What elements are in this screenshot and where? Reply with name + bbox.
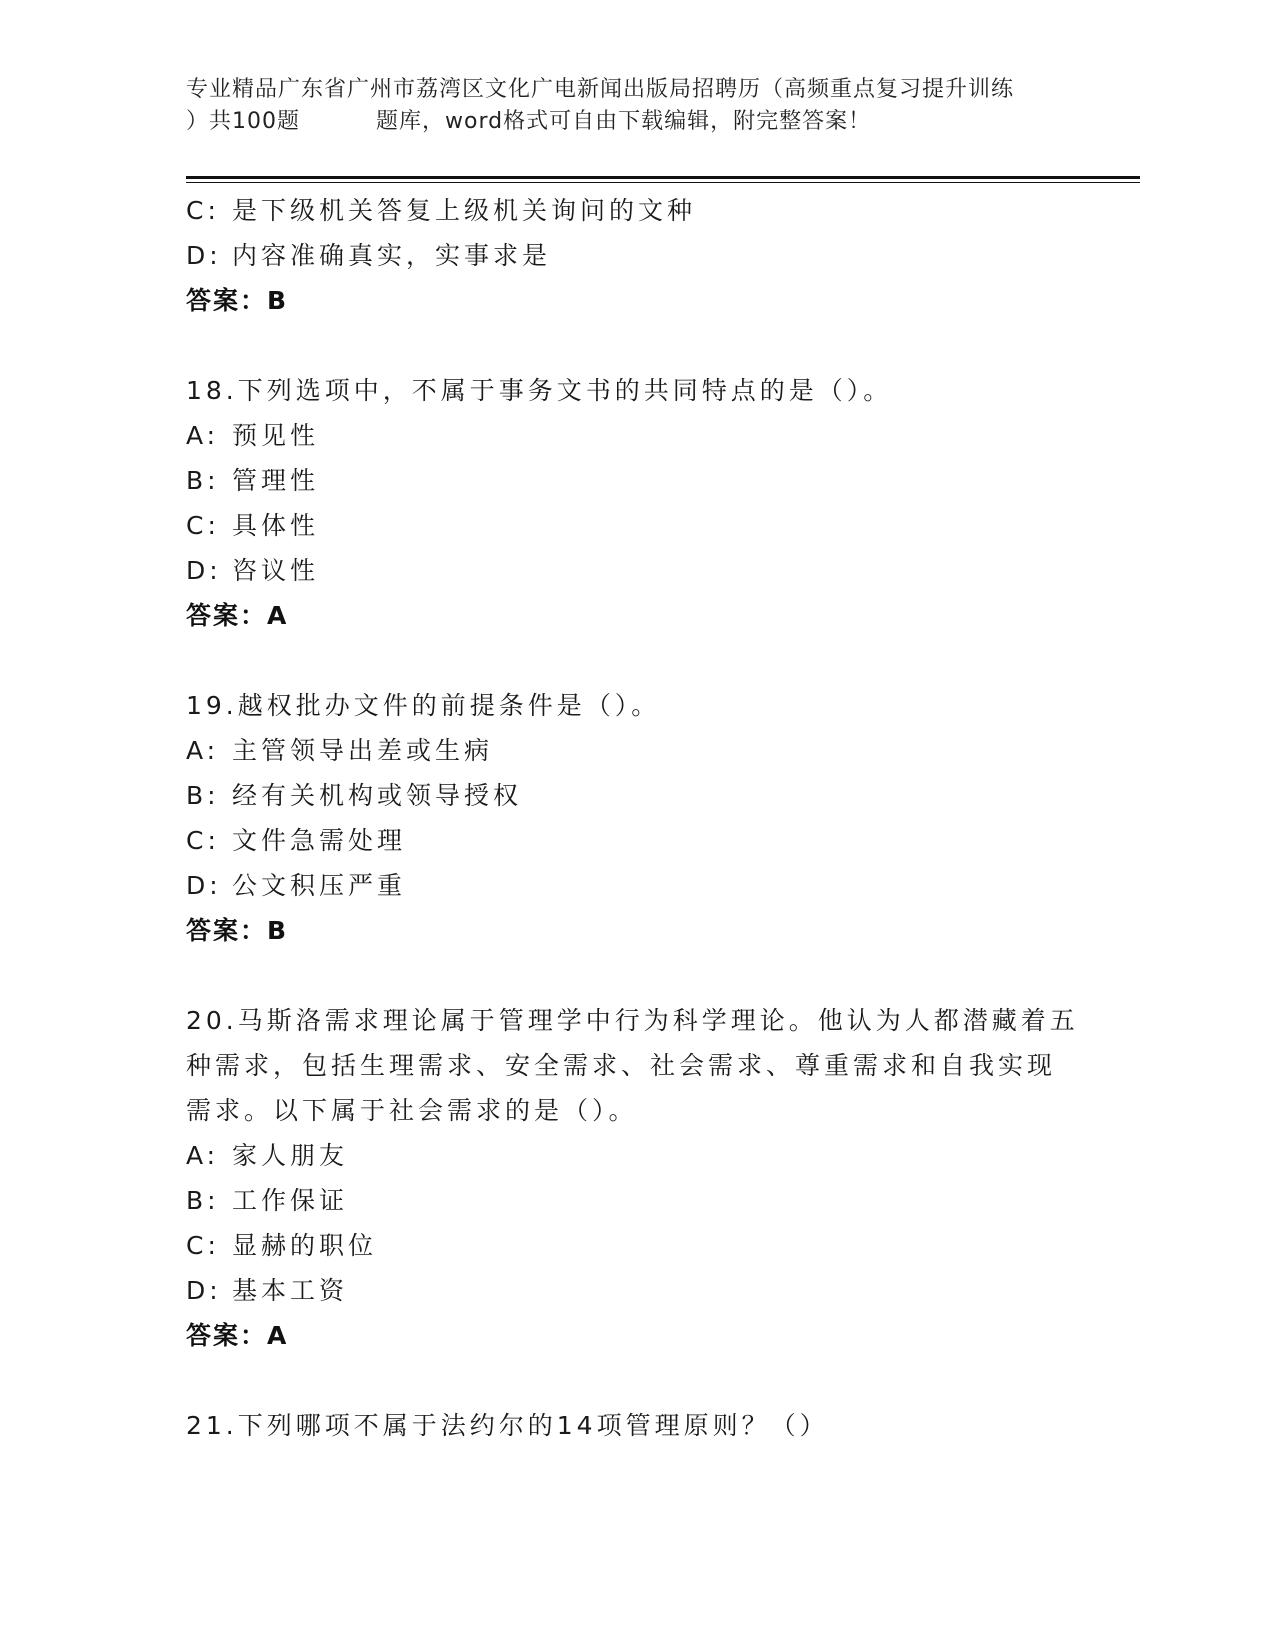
option-d: D: 公文积压严重 (186, 871, 407, 900)
answer-line: 答案：A (186, 601, 289, 630)
header-line-1: 专业精品广东省广州市荔湾区文化广电新闻出版局招聘历（高频重点复习提升训练 (186, 77, 1015, 102)
option-c: C: 是下级机关答复上级机关询问的文种 (186, 196, 697, 225)
option-c: C: 显赫的职位 (186, 1231, 378, 1260)
option-a: A: 家人朋友 (186, 1141, 349, 1170)
option-b: B: 管理性 (186, 466, 320, 495)
question-19: 19.越权批办文件的前提条件是（）。 (186, 691, 661, 720)
option-c: C: 具体性 (186, 511, 320, 540)
option-b: B: 经有关机构或领导授权 (186, 781, 523, 810)
question-21: 21.下列哪项不属于法约尔的14项管理原则？（） (186, 1411, 829, 1440)
option-a: A: 主管领导出差或生病 (186, 736, 494, 765)
answer-line: 答案：A (186, 1321, 289, 1350)
header-line-2 (186, 106, 1086, 138)
document-body (186, 188, 1086, 1448)
header-line-2-b: 题库，word格式可自由下载编辑，附完整答案！ (376, 109, 872, 134)
option-d: D: 内容准确真实，实事求是 (186, 241, 552, 270)
question-20-line-1: 20.马斯洛需求理论属于管理学中行为科学理论。他认为人都潜藏着五 (186, 1006, 1079, 1035)
question-18: 18.下列选项中，不属于事务文书的共同特点的是（）。 (186, 376, 893, 405)
option-b: B: 工作保证 (186, 1186, 349, 1215)
option-c: C: 文件急需处理 (186, 826, 407, 855)
question-20-line-3: 需求。以下属于社会需求的是（）。 (186, 1096, 638, 1125)
question-20-line-2: 种需求，包括生理需求、安全需求、社会需求、尊重需求和自我实现 (186, 1051, 1057, 1080)
header-rule-thick (186, 176, 1140, 179)
header-line-2-a: ）共100题 (186, 109, 300, 134)
option-d: D: 咨议性 (186, 556, 320, 585)
header-rule-thin (186, 182, 1140, 183)
option-d: D: 基本工资 (186, 1276, 349, 1305)
answer-line: 答案：B (186, 916, 289, 945)
document-header (186, 74, 1086, 138)
option-a: A: 预见性 (186, 421, 320, 450)
answer-line: 答案：B (186, 286, 289, 315)
